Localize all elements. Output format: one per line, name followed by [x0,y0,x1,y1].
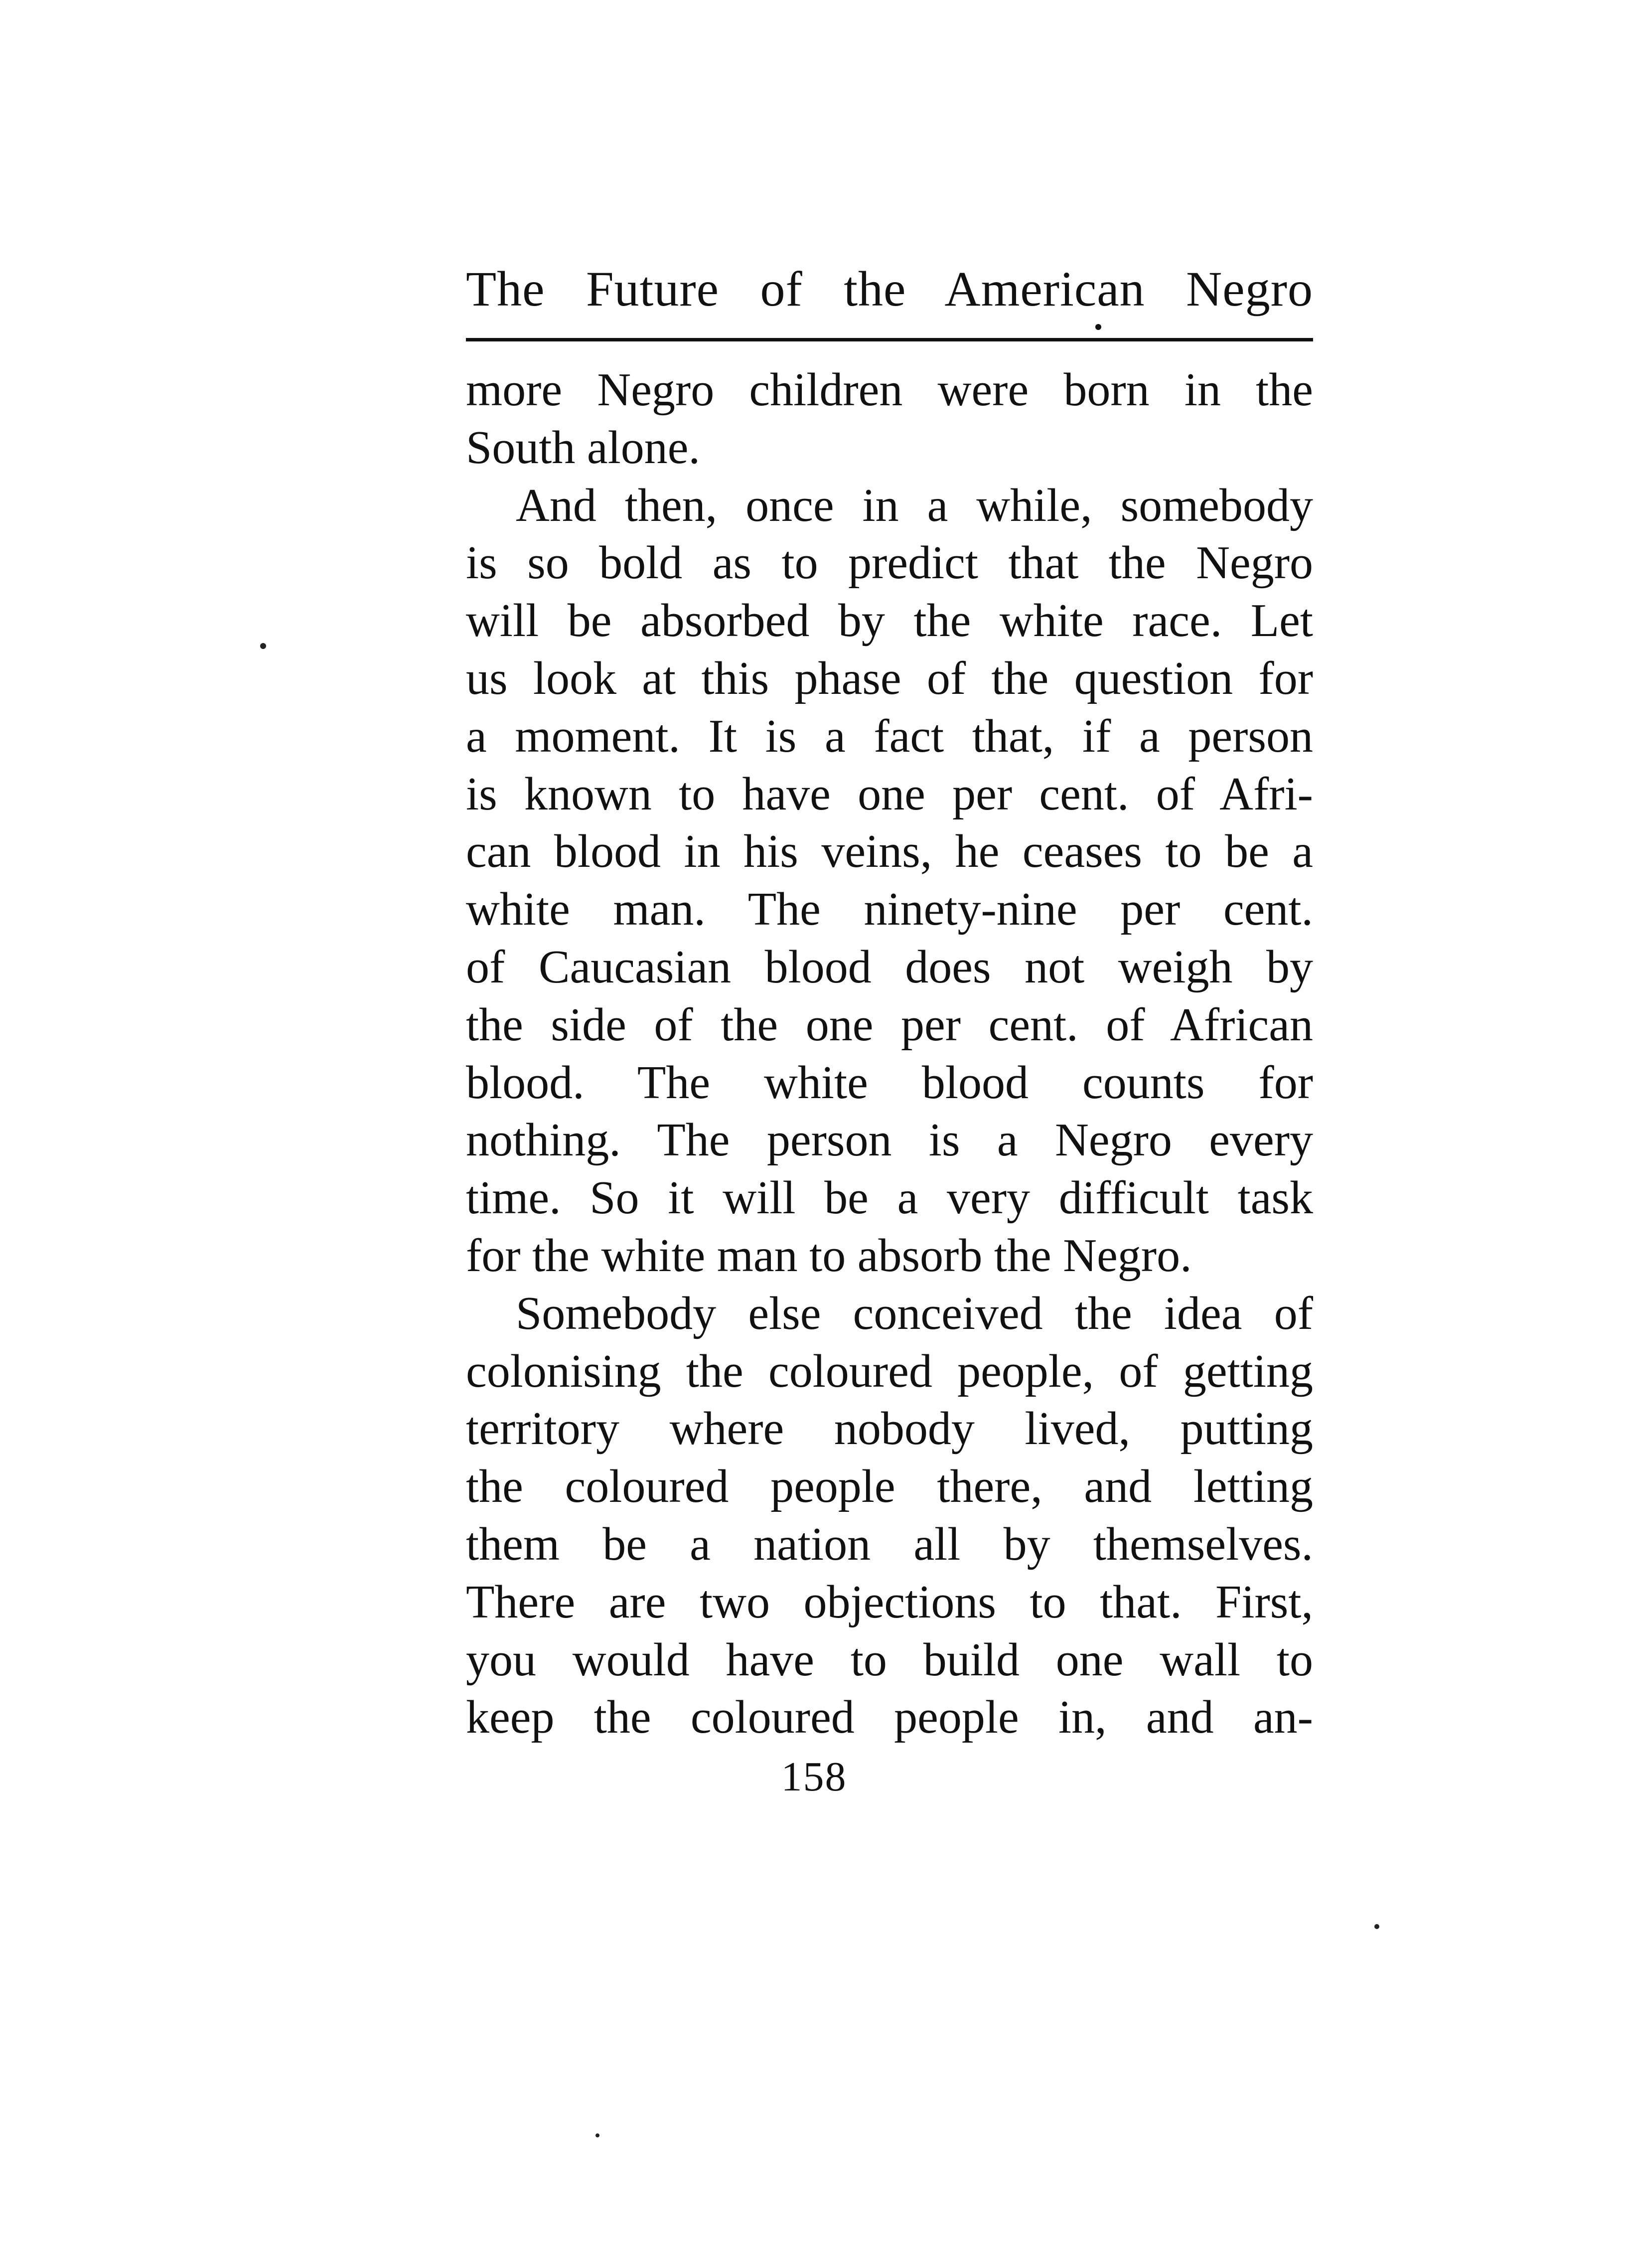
text-line: them be a nation all by themselves. [466,1518,1313,1570]
header-rule [466,338,1313,341]
text-line: can blood in his veins, he ceases to be a [466,825,1313,878]
text-line: of Caucasian blood does not weigh by [466,941,1313,993]
text-line: blood. The white blood counts for [466,1056,1313,1109]
text-line: And then, once in a while, somebody [516,479,1313,531]
text-line: territory where nobody lived, putting [466,1403,1313,1455]
text-line: nothing. The person is a Negro every [466,1114,1313,1166]
text-line: is so bold as to predict that the Negro [466,537,1313,589]
text-line: South alone. [466,421,700,474]
text-line: There are two objections to that. First, [466,1576,1313,1628]
body-text [466,361,1313,1747]
text-line: you would have to build one wall to [466,1633,1313,1686]
ink-speck [260,643,266,649]
text-line: us look at this phase of the question for [466,652,1313,704]
text-line: the side of the one per cent. of African [466,998,1313,1051]
text-line: will be absorbed by the white race. Let [466,595,1313,647]
text-line: white man. The ninety-nine per cent. [466,883,1313,936]
text-line: for the white man to absorb the Negro. [466,1229,1192,1282]
text-block [466,259,1313,1747]
ink-speck [1095,324,1101,330]
text-line: colonising the coloured people, of getting [466,1345,1313,1397]
text-line: is known to have one per cent. of Afri- [466,768,1313,820]
text-line: a moment. It is a fact that, if a person [466,710,1313,762]
ink-speck [1374,1924,1379,1929]
text-line: keep the coloured people in, and an- [466,1691,1313,1744]
page-number: 158 [781,1754,847,1800]
text-line: the coloured people there, and letting [466,1460,1313,1513]
running-head: The Future of the American Negro [466,261,1313,317]
text-line: Somebody else conceived the idea of [516,1287,1313,1339]
text-line: time. So it will be a very difficult task [466,1172,1313,1224]
text-line: more Negro children were born in the [466,364,1313,416]
ink-speck [595,2133,599,2137]
